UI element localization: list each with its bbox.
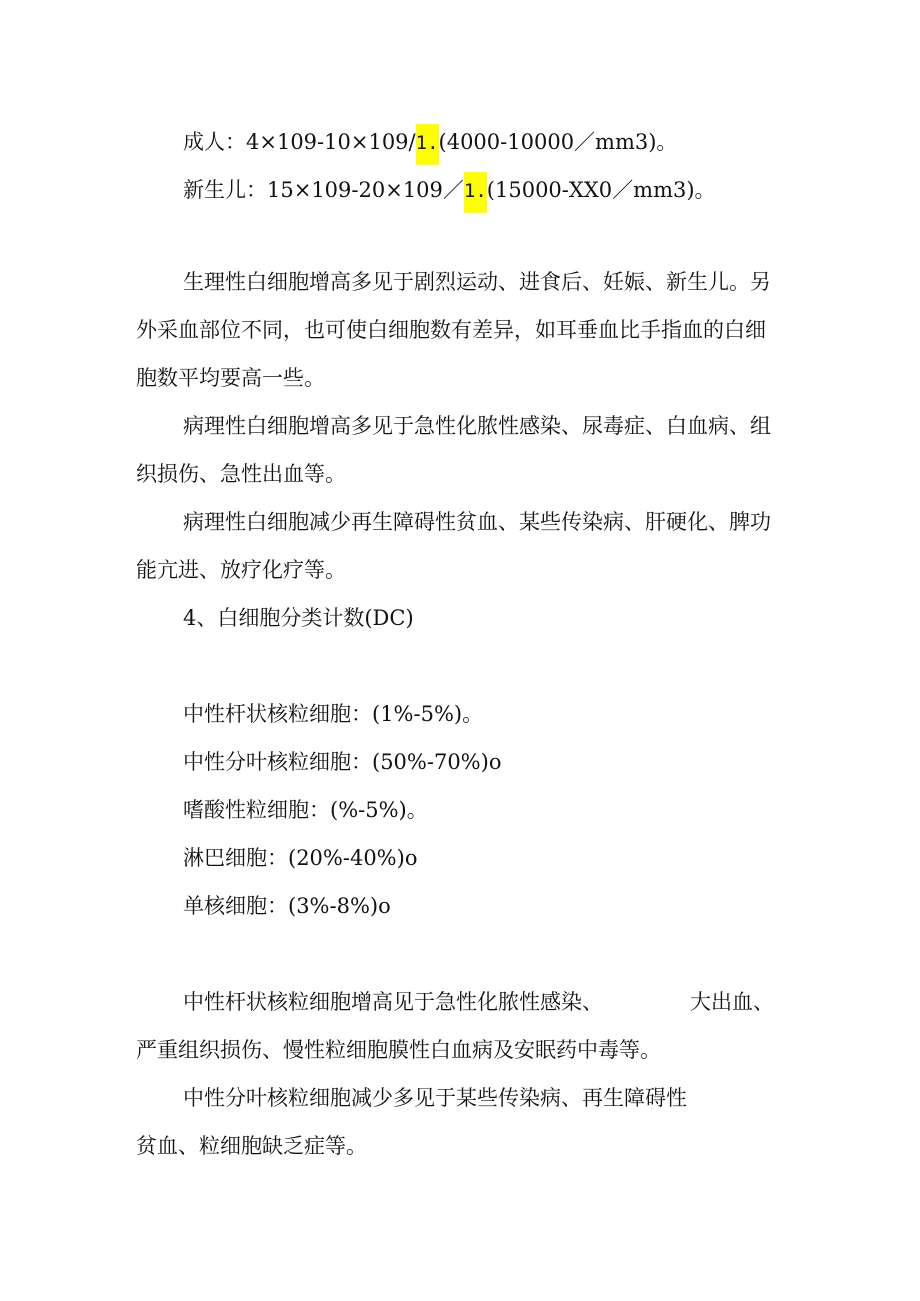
dc-item: 单核细胞：(3%-8%)o	[183, 894, 391, 918]
band-up-line-2: 严重组织损伤、慢性粒细胞膜性白血病及安眠药中毒等。	[136, 1038, 661, 1062]
newborn-range-line	[183, 172, 716, 213]
patho-up-line-1: 病理性白细胞增高多见于急性化脓性感染、尿毒症、白血病、组	[183, 414, 771, 438]
adult-range-suffix: (4000-10000／mm3)。	[438, 130, 678, 154]
newborn-range-text: 新生儿：15×109-20×109／	[183, 178, 464, 202]
dc-item: 中性分叶核粒细胞：(50%-70%)o	[183, 750, 502, 774]
newborn-range-suffix: (15000-XX0／mm3)。	[486, 178, 716, 202]
adult-range-text: 成人：4×109-10×109/	[183, 130, 416, 154]
dc-item: 嗜酸性粒细胞：(%-5%)。	[183, 798, 428, 822]
physio-line-2: 外采血部位不同，也可使白细胞数有差异，如耳垂血比手指血的白细	[136, 318, 766, 342]
band-up-line-1b: 大出血、	[690, 990, 774, 1014]
dc-item: 中性杆状核粒细胞：(1%-5%)。	[183, 702, 484, 726]
band-up-line-1a: 中性杆状核粒细胞增高见于急性化脓性感染、	[183, 990, 603, 1014]
adult-highlight: 1.	[416, 124, 439, 165]
dc-item: 淋巴细胞：(20%-40%)o	[183, 846, 418, 870]
physio-line-1: 生理性白细胞增高多见于剧烈运动、进食后、妊娠、新生儿。另	[183, 270, 771, 294]
adult-range-line	[183, 124, 677, 165]
newborn-highlight: 1.	[464, 172, 487, 213]
physio-line-3: 胞数平均要高一些。	[136, 366, 325, 390]
seg-down-line-2: 贫血、粒细胞缺乏症等。	[136, 1134, 367, 1158]
patho-up-line-2: 织损伤、急性出血等。	[136, 462, 346, 486]
dc-heading: 4、白细胞分类计数(DC)	[183, 606, 414, 630]
seg-down-line-1: 中性分叶核粒细胞减少多见于某些传染病、再生障碍性	[183, 1086, 687, 1110]
patho-down-line-2: 能亢进、放疗化疗等。	[136, 558, 346, 582]
patho-down-line-1: 病理性白细胞减少再生障碍性贫血、某些传染病、肝硬化、脾功	[183, 510, 771, 534]
